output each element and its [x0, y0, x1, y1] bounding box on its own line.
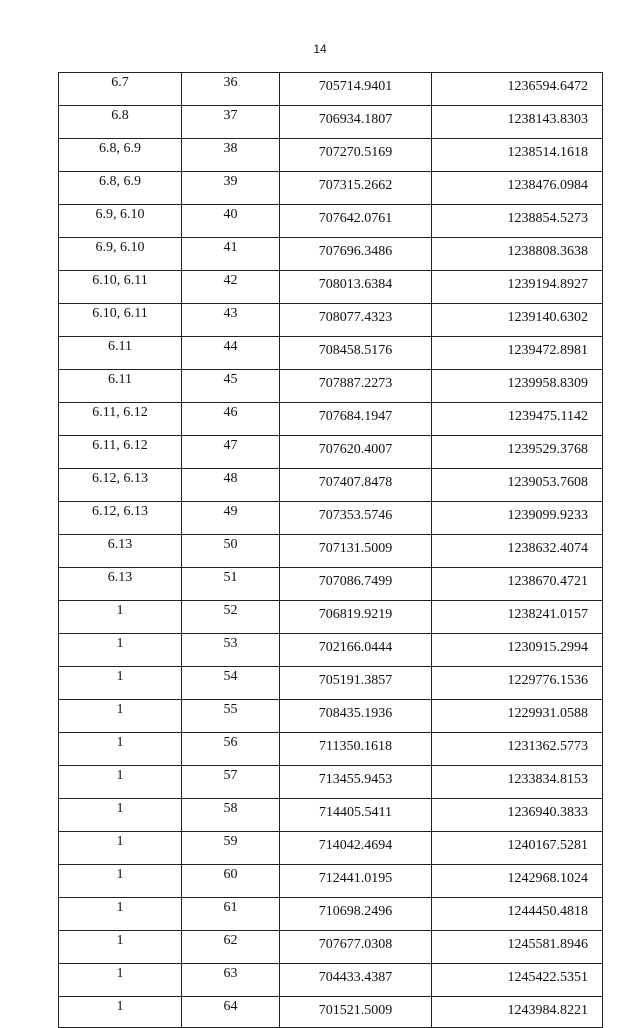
table-row — [59, 172, 603, 205]
x-coordinate-cell: 706934.1807 — [280, 106, 432, 139]
point-number-cell: 62 — [182, 931, 280, 964]
part-cell: 1 — [59, 997, 182, 1028]
x-coordinate-cell: 708435.1936 — [280, 700, 432, 733]
y-coordinate-cell: 1239053.7608 — [432, 469, 603, 502]
table-row — [59, 502, 603, 535]
x-coordinate-cell: 707620.4007 — [280, 436, 432, 469]
part-cell: 1 — [59, 634, 182, 667]
y-coordinate-cell: 1239529.3768 — [432, 436, 603, 469]
y-coordinate-cell: 1239194.8927 — [432, 271, 603, 304]
x-coordinate-cell: 713455.9453 — [280, 766, 432, 799]
table-row — [59, 766, 603, 799]
part-cell: 1 — [59, 898, 182, 931]
y-coordinate-cell: 1238476.0984 — [432, 172, 603, 205]
table-row — [59, 436, 603, 469]
y-coordinate-cell: 1236594.6472 — [432, 73, 603, 106]
y-coordinate-cell: 1238854.5273 — [432, 205, 603, 238]
table-row — [59, 535, 603, 568]
x-coordinate-cell: 702166.0444 — [280, 634, 432, 667]
y-coordinate-cell: 1236940.3833 — [432, 799, 603, 832]
point-number-cell: 36 — [182, 73, 280, 106]
point-number-cell: 39 — [182, 172, 280, 205]
point-number-cell: 43 — [182, 304, 280, 337]
part-cell: 1 — [59, 964, 182, 997]
part-cell: 6.8 — [59, 106, 182, 139]
y-coordinate-cell: 1229931.0588 — [432, 700, 603, 733]
table-row — [59, 700, 603, 733]
table-row — [59, 931, 603, 964]
x-coordinate-cell: 707407.8478 — [280, 469, 432, 502]
x-coordinate-cell: 701521.5009 — [280, 997, 432, 1028]
point-number-cell: 38 — [182, 139, 280, 172]
table-row — [59, 601, 603, 634]
part-cell: 6.13 — [59, 568, 182, 601]
y-coordinate-cell: 1238241.0157 — [432, 601, 603, 634]
part-cell: 1 — [59, 865, 182, 898]
x-coordinate-cell: 707315.2662 — [280, 172, 432, 205]
point-number-cell: 59 — [182, 832, 280, 865]
point-number-cell: 47 — [182, 436, 280, 469]
point-number-cell: 50 — [182, 535, 280, 568]
part-cell: 6.11, 6.12 — [59, 403, 182, 436]
point-number-cell: 51 — [182, 568, 280, 601]
y-coordinate-cell: 1239099.9233 — [432, 502, 603, 535]
table-body — [59, 73, 603, 1028]
part-cell: 6.11, 6.12 — [59, 436, 182, 469]
part-cell: 6.11 — [59, 337, 182, 370]
table-row — [59, 370, 603, 403]
table-row — [59, 139, 603, 172]
part-cell: 1 — [59, 667, 182, 700]
y-coordinate-cell: 1242968.1024 — [432, 865, 603, 898]
y-coordinate-cell: 1245422.5351 — [432, 964, 603, 997]
y-coordinate-cell: 1230915.2994 — [432, 634, 603, 667]
x-coordinate-cell: 708013.6384 — [280, 271, 432, 304]
point-number-cell: 44 — [182, 337, 280, 370]
part-cell: 6.11 — [59, 370, 182, 403]
point-number-cell: 61 — [182, 898, 280, 931]
table-row — [59, 271, 603, 304]
point-number-cell: 54 — [182, 667, 280, 700]
point-number-cell: 41 — [182, 238, 280, 271]
y-coordinate-cell: 1231362.5773 — [432, 733, 603, 766]
y-coordinate-cell: 1245581.8946 — [432, 931, 603, 964]
point-number-cell: 49 — [182, 502, 280, 535]
part-cell: 6.8, 6.9 — [59, 172, 182, 205]
part-cell: 1 — [59, 832, 182, 865]
part-cell: 6.12, 6.13 — [59, 469, 182, 502]
point-number-cell: 55 — [182, 700, 280, 733]
x-coordinate-cell: 707086.7499 — [280, 568, 432, 601]
table-row — [59, 337, 603, 370]
part-cell: 1 — [59, 766, 182, 799]
point-number-cell: 52 — [182, 601, 280, 634]
x-coordinate-cell: 705714.9401 — [280, 73, 432, 106]
table-row — [59, 799, 603, 832]
y-coordinate-cell: 1243984.8221 — [432, 997, 603, 1028]
y-coordinate-cell: 1238143.8303 — [432, 106, 603, 139]
page-number: 14 — [313, 42, 327, 56]
part-cell: 6.10, 6.11 — [59, 271, 182, 304]
part-cell: 1 — [59, 799, 182, 832]
y-coordinate-cell: 1239472.8981 — [432, 337, 603, 370]
point-number-cell: 45 — [182, 370, 280, 403]
point-number-cell: 63 — [182, 964, 280, 997]
table-row — [59, 865, 603, 898]
point-number-cell: 46 — [182, 403, 280, 436]
table-row — [59, 898, 603, 931]
part-cell: 1 — [59, 601, 182, 634]
x-coordinate-cell: 708077.4323 — [280, 304, 432, 337]
point-number-cell: 64 — [182, 997, 280, 1028]
point-number-cell: 56 — [182, 733, 280, 766]
point-number-cell: 60 — [182, 865, 280, 898]
table-row — [59, 106, 603, 139]
x-coordinate-cell: 707696.3486 — [280, 238, 432, 271]
table-row — [59, 73, 603, 106]
x-coordinate-cell: 706819.9219 — [280, 601, 432, 634]
x-coordinate-cell: 707677.0308 — [280, 931, 432, 964]
x-coordinate-cell: 711350.1618 — [280, 733, 432, 766]
x-coordinate-cell: 714042.4694 — [280, 832, 432, 865]
y-coordinate-cell: 1238514.1618 — [432, 139, 603, 172]
part-cell: 6.10, 6.11 — [59, 304, 182, 337]
table-row — [59, 832, 603, 865]
part-cell: 6.8, 6.9 — [59, 139, 182, 172]
y-coordinate-cell: 1233834.8153 — [432, 766, 603, 799]
y-coordinate-cell: 1244450.4818 — [432, 898, 603, 931]
part-cell: 6.13 — [59, 535, 182, 568]
table-row — [59, 733, 603, 766]
x-coordinate-cell: 707131.5009 — [280, 535, 432, 568]
part-cell: 6.7 — [59, 73, 182, 106]
point-number-cell: 57 — [182, 766, 280, 799]
table-row — [59, 997, 603, 1028]
point-number-cell: 58 — [182, 799, 280, 832]
part-cell: 1 — [59, 700, 182, 733]
table-row — [59, 403, 603, 436]
part-cell: 6.12, 6.13 — [59, 502, 182, 535]
table-row — [59, 469, 603, 502]
x-coordinate-cell: 708458.5176 — [280, 337, 432, 370]
x-coordinate-cell: 705191.3857 — [280, 667, 432, 700]
y-coordinate-cell: 1239958.8309 — [432, 370, 603, 403]
point-number-cell: 40 — [182, 205, 280, 238]
table-row — [59, 568, 603, 601]
y-coordinate-cell: 1229776.1536 — [432, 667, 603, 700]
table-row — [59, 667, 603, 700]
table-row — [59, 205, 603, 238]
x-coordinate-cell: 707353.5746 — [280, 502, 432, 535]
table-row — [59, 304, 603, 337]
x-coordinate-cell: 704433.4387 — [280, 964, 432, 997]
x-coordinate-cell: 710698.2496 — [280, 898, 432, 931]
table-row — [59, 634, 603, 667]
point-number-cell: 53 — [182, 634, 280, 667]
part-cell: 6.9, 6.10 — [59, 238, 182, 271]
y-coordinate-cell: 1238808.3638 — [432, 238, 603, 271]
y-coordinate-cell: 1239475.1142 — [432, 403, 603, 436]
part-cell: 6.9, 6.10 — [59, 205, 182, 238]
point-number-cell: 42 — [182, 271, 280, 304]
part-cell: 1 — [59, 733, 182, 766]
point-number-cell: 48 — [182, 469, 280, 502]
table-row — [59, 238, 603, 271]
point-number-cell: 37 — [182, 106, 280, 139]
x-coordinate-cell: 707270.5169 — [280, 139, 432, 172]
y-coordinate-cell: 1238670.4721 — [432, 568, 603, 601]
x-coordinate-cell: 707642.0761 — [280, 205, 432, 238]
table-row — [59, 964, 603, 997]
y-coordinate-cell: 1238632.4074 — [432, 535, 603, 568]
x-coordinate-cell: 712441.0195 — [280, 865, 432, 898]
x-coordinate-cell: 714405.5411 — [280, 799, 432, 832]
x-coordinate-cell: 707887.2273 — [280, 370, 432, 403]
x-coordinate-cell: 707684.1947 — [280, 403, 432, 436]
y-coordinate-cell: 1239140.6302 — [432, 304, 603, 337]
y-coordinate-cell: 1240167.5281 — [432, 832, 603, 865]
coordinates-table — [58, 72, 603, 1028]
part-cell: 1 — [59, 931, 182, 964]
